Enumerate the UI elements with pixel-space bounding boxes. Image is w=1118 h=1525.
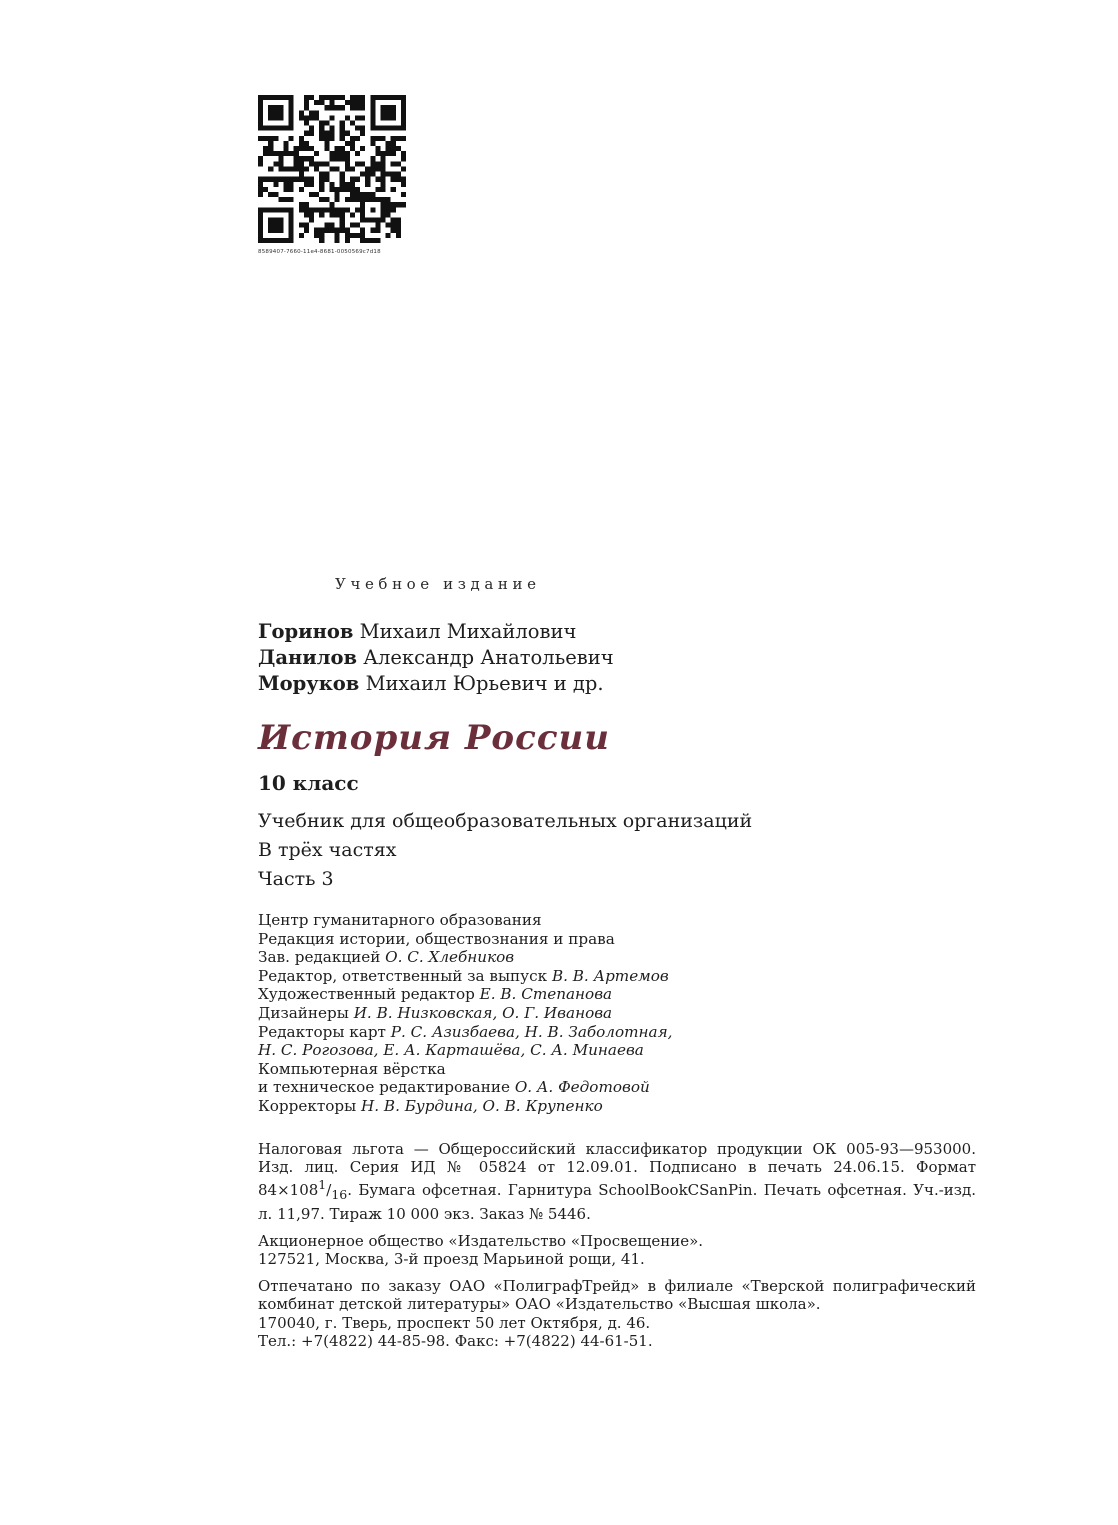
credit-line: Компьютерная вёрстка (258, 1059, 446, 1078)
credit-name: Н. В. Бурдина, О. В. Крупенко (361, 1096, 603, 1115)
credit-line (258, 1023, 672, 1042)
author-given: Михаил Юрьевич и др. (365, 672, 604, 695)
publisher-name: Акционерное общество «Издательство «Просвещение». (258, 1231, 704, 1250)
publisher-info (258, 1232, 976, 1268)
printer-name: Отпечатано по заказу ОАО «ПолиграфТрейд» в филиале «Тверской полиграфический комбинат детской литературы» ОАО «Издательство «Высшая школа». (258, 1277, 976, 1314)
qr-code[interactable] (258, 95, 408, 255)
credit-name: В. В. Артемов (551, 966, 669, 985)
author-line (258, 619, 614, 645)
imprint (258, 1140, 976, 1359)
printer-info (258, 1277, 976, 1350)
credit-name: Е. В. Степанова (479, 985, 613, 1004)
staff-credits (258, 911, 672, 1116)
author-surname: Моруков (258, 672, 360, 695)
credit-role: и техническое редактирование (258, 1078, 510, 1097)
publisher-address: 127521, Москва, 3-й проезд Марьиной рощи, 41. (258, 1250, 645, 1269)
credit-line (258, 1004, 672, 1023)
tax-text: Налоговая льгота — Общероссийский классификатор продукции ОК 005-93—953000. Изд. лиц. Серия ИД № 05824 от 12.09.01. Подписано в печать 24.06.15. Формат 84×108 (258, 1140, 976, 1200)
book-title: История России (258, 718, 610, 758)
qr-caption: 8589407-7660-11e4-8681-0050569c7d18 (258, 249, 381, 255)
credit-role: Зав. редакцией (258, 948, 381, 967)
author-line (258, 645, 614, 671)
credit-role: Корректоры (258, 1096, 357, 1115)
credit-line (258, 967, 672, 986)
authors-list (258, 619, 614, 697)
tax-tail: . Бумага офсетная. Гарнитура SchoolBookCSanPin. Печать офсетная. Уч.-изд. л. 11,97. Тираж 10 000 экз. Заказ № 5446. (258, 1181, 976, 1223)
credit-role: Художественный редактор (258, 985, 475, 1004)
tax-info: Налоговая льгота — Общероссийский классификатор продукции ОК 005-93—953000. Изд. лиц. Серия ИД № 05824 от 12.09.01. Подписано в печать 24.06.15. Формат $84\times 108^1/_{16}$. Бумага офсетная. Гарнитура SchoolBookCSanPin. Печать офсетная. Уч.-изд. л. 11,97. Тираж 10 000 экз. Заказ № 5446. (258, 1140, 976, 1223)
credit-role: Редакторы карт (258, 1022, 386, 1041)
edition-label: Учебное издание (335, 575, 541, 593)
format-sup: 1 (318, 1177, 327, 1193)
credit-line (258, 1078, 672, 1097)
author-surname: Данилов (258, 646, 358, 669)
credit-line (258, 948, 672, 967)
printer-address: 170040, г. Тверь, проспект 50 лет Октября, д. 46. (258, 1313, 651, 1332)
credit-line: Центр гуманитарного образования (258, 911, 542, 929)
credit-role: Редактор, ответственный за выпуск (258, 966, 548, 985)
subtitle-line: В трёх частях (258, 839, 397, 861)
subtitle-line: Часть 3 (258, 868, 334, 890)
printer-contacts: Тел.: +7(4822) 44-85-98. Факс: +7(4822) 44-61-51. (258, 1331, 653, 1350)
format-sub: 16 (331, 1187, 348, 1203)
credit-line (258, 1097, 672, 1116)
author-line (258, 671, 614, 697)
qr-code-icon (258, 95, 406, 243)
credit-name: Р. С. Азизбаева, Н. В. Заболотная, (390, 1022, 673, 1041)
author-given: Александр Анатольевич (363, 646, 614, 669)
credit-name: И. В. Низковская, О. Г. Иванова (353, 1003, 613, 1022)
author-surname: Горинов (258, 620, 354, 643)
author-given: Михаил Михайлович (359, 620, 577, 643)
credit-line: Редакция истории, обществознания и права (258, 929, 615, 948)
credit-line (258, 985, 672, 1004)
subtitle-line: Учебник для общеобразовательных организаций (258, 810, 753, 832)
grade-label: 10 класс (258, 771, 359, 795)
subtitle (258, 807, 752, 894)
credit-name: Н. С. Рогозова, Е. А. Карташёва, С. А. Минаева (258, 1041, 644, 1060)
credit-name: О. А. Федотовой (514, 1078, 650, 1097)
credit-role: Дизайнеры (258, 1003, 349, 1022)
credit-name: О. С. Хлебников (385, 948, 515, 967)
